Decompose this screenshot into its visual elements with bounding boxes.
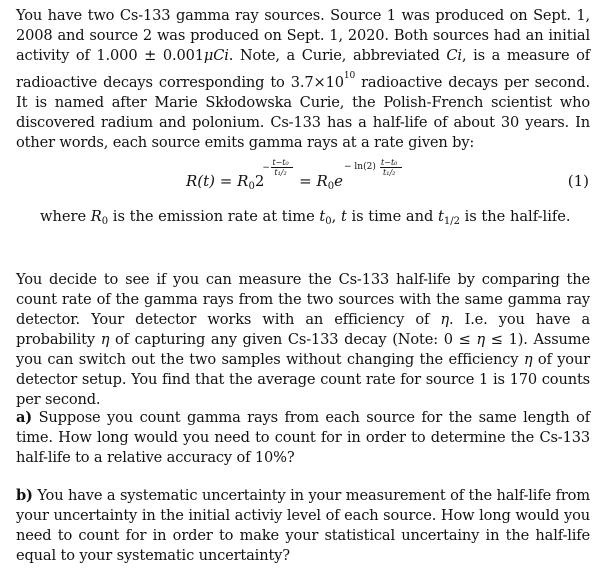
where-text-a: where — [40, 208, 91, 225]
where-t: t — [340, 208, 347, 225]
eta-symbol-4: η — [523, 351, 533, 368]
eta-symbol-2: η — [100, 331, 110, 348]
eq-exp2-den: t₁/₂ — [383, 168, 396, 177]
equation-number: (1) — [567, 172, 589, 190]
intro-text-4: radioactive decays per second. It is named after Marie Skłodowska Curie, the Polish-French scientist who discovered radium and polonium. Cs-133 has a half-life of about 30 years. In other words, each source emits gamma rays at a rate given by: — [16, 74, 590, 151]
eta-symbol-1: η — [440, 311, 449, 328]
part-b-text: You have a systematic uncertainty in your measurement of the half-life from your uncertainty in the initial activiy level of each source. How long would you need to count for in order to make your statistical uncertainy in the half-life equal to your systematic uncertainty? — [16, 487, 590, 564]
decay-equation — [186, 158, 401, 192]
p2-text-2: . I.e. you have a probability — [16, 311, 590, 348]
part-a-paragraph — [16, 408, 590, 468]
eq-exp-minus: − — [262, 163, 270, 173]
p2-text-4: ≤ 1). Assume you can switch out the two samples without changing the efficiency — [16, 331, 590, 368]
p2-text-5: of your detector setup. You find that the average count rate for source 1 is 170 counts per second. — [16, 351, 591, 408]
eq-r0-sub: 0 — [248, 181, 255, 192]
intro-text-2: . Note, a Curie, abbreviated — [228, 47, 447, 64]
where-t0-sub: 0 — [325, 216, 332, 227]
part-a-text: Suppose you count gamma rays from each source for the same length of time. How long would you need to count for in order to determine the Cs-133 half-life to a relative accuracy of 10%? — [16, 409, 590, 466]
eq-mid: = R — [294, 172, 328, 190]
eq-exp-den: t₁/₂ — [274, 168, 287, 177]
eq-e: e — [334, 172, 344, 190]
eq-exponent-2 — [343, 158, 401, 186]
where-r0-sub: 0 — [101, 216, 109, 227]
detector-paragraph — [16, 270, 590, 410]
eq-r0-sub-2: 0 — [327, 181, 335, 192]
intro-paragraph — [16, 6, 590, 153]
eq-exponent-1 — [262, 158, 294, 186]
where-t0: t — [319, 208, 326, 225]
where-line — [40, 208, 571, 227]
eta-symbol-3: η — [476, 331, 486, 348]
unit-curie: Ci — [446, 47, 462, 64]
part-a-label: a) — [16, 409, 33, 426]
intro-text-1: You have two Cs-133 gamma ray sources. Source 1 was produced on Sept. 1, 2008 and source 2 was produced on Sept. 1, 2020. Both sources had an initial activity of 1.000 ± 0.001 — [16, 7, 590, 64]
where-thalf: t — [438, 208, 444, 225]
where-half-sub: 1/2 — [443, 216, 460, 227]
eq-exp-num: t−t₀ — [272, 158, 289, 167]
where-text-d: is time and — [346, 208, 438, 225]
unit-microcurie: μCi — [203, 47, 229, 64]
eq-base-2: 2 — [254, 172, 265, 190]
where-text-b: is the emission rate at time — [108, 208, 320, 225]
eq-exp2-num: t−t₀ — [381, 158, 398, 167]
part-b-label: b) — [16, 487, 33, 504]
part-b-paragraph — [16, 486, 590, 566]
where-text-e: is the half-life. — [459, 208, 571, 225]
equation-block — [0, 160, 605, 200]
eq-lhs: R(t) = R — [186, 172, 249, 190]
p2-text-3: of capturing any given Cs-133 decay (Note: 0 ≤ — [109, 331, 477, 348]
where-r0: R — [90, 208, 102, 225]
p2-text-1: You decide to see if you can measure the Cs-133 half-life by comparing the count rate of the gamma rays from the two sources with the same gamma ray detector. Your detector works with an efficiency of — [16, 271, 590, 328]
eq-exp2-pre: − ln(2) — [344, 162, 376, 172]
exponent-10: 10 — [343, 71, 356, 81]
where-text-c: , — [331, 208, 341, 225]
intro-text-3: , is a measure of radioactive decays corresponding to 3.7×10 — [16, 47, 590, 91]
